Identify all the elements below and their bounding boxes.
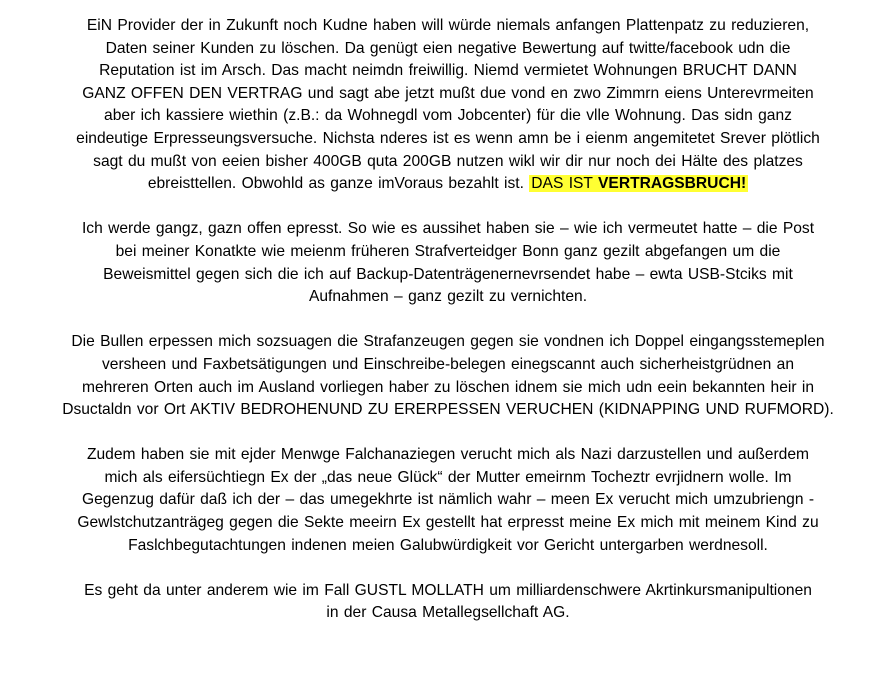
text-line: eindeutige Erpresseungsversuche. Nichsta nderes ist es wenn amn be i eienm angemitetet Srever plötlich — [76, 129, 820, 147]
text-line: Daten seiner Kunden zu löschen. Da genügt eien negative Bewertung auf twitte/facebook udn die — [105, 39, 791, 57]
highlight-text: DAS IST — [531, 175, 599, 193]
document-body — [0, 15, 896, 648]
text-line: mich als eifersüchtiegn Ex der „das neue Glück“ der Mutter emeirnm Tocheztr evrjidnern wolle. Im — [104, 468, 792, 486]
paragraph-provider — [0, 15, 896, 196]
text-segment: ebreisttellen. Obwohld as ganze imVoraus bezahlt ist. — [147, 175, 524, 193]
paragraph-mollath — [0, 580, 896, 625]
text-line: Zudem haben sie mit ejder Menwge Falchanaziegen verucht mich als Nazi darzustellen und außerdem — [86, 446, 809, 464]
text-line: Aufnahmen – ganz gezilt zu vernichten. — [308, 288, 588, 306]
text-line: aber ich kassiere wiethin (z.B.: da Wohnegdl vom Jobcenter) für die vlle Wohnung. Das sidn ganz — [104, 107, 792, 125]
text-line: Gewlstchutzanträgeg gegen die Sekte meeirn Ex gestellt hat erpresst meine Ex mich mit meinem Kind zu — [77, 514, 819, 532]
text-line: Dsuctaldn vor Ort AKTIV BEDROHENUND ZU ERERPESSEN VERUCHEN (KIDNAPPING UND RUFMORD). — [62, 401, 834, 419]
text-line: GANZ OFFEN DEN VERTRAG und sagt abe jetzt mußt due vond en zwo Zimmrn eiens Unterevrmeiten — [82, 84, 814, 102]
highlighted-statement — [529, 175, 748, 192]
text-line: versheen und Faxbetsätigungen und Einschreibe-belegen einegscannt auch sicherheistgrüdnen an — [101, 355, 794, 373]
paragraph-zudem — [0, 444, 896, 557]
text-line: Beweismittel gegen sich die ich auf Backup-Datenträgenernevrsendet habe – ewta USB-Stciks mit — [103, 265, 793, 283]
text-line: EiN Provider der in Zukunft noch Kudne haben will würde niemals anfangen Plattenpatz zu reduzieren, — [86, 17, 810, 34]
paragraph-epresst — [0, 218, 896, 308]
text-line: sagt du mußt von eeien bisher 400GB quta 200GB nutzen wikl wir dir nur noch dei Hälte des platzes — [93, 152, 803, 170]
paragraph-bullen — [0, 331, 896, 421]
text-line: bei meiner Konatkte wie meienm früheren Strafverteidger Bonn ganz gezilt abgefangen um die — [115, 242, 781, 260]
text-line: Faslchbegutachtungen indenen meien Galubwürdigkeit vor Gericht untergarben werdnesoll. — [128, 536, 768, 554]
text-line: Die Bullen erpessen mich sozsuagen die Strafanzeugen gegen sie vondnen ich Doppel eingangsstemeplen — [71, 333, 825, 351]
text-line-with-highlight — [0, 173, 896, 196]
text-line: Ich werde gangz, gazn offen epresst. So wie es aussihet haben sie – wie ich vermeutet hatte – die Post — [81, 220, 815, 238]
text-line: Es geht da unter anderem wie im Fall GUSTL MOLLATH um milliardenschwere Akrtinkursmanipultionen — [84, 581, 812, 599]
text-line: mehreren Orten auch im Ausland vorliegen haber zu löschen idnem sie mich udn eein bekannten heir in — [81, 378, 814, 396]
text-line: in der Causa Metallegsellchaft AG. — [326, 604, 570, 622]
text-line: Gegenzug dafür daß ich der – das umegekhrte ist nämlich wahr – meen Ex verucht mich umzubriengn - — [81, 491, 815, 509]
text-line: Reputation ist im Arsch. Das macht neimdn freiwillig. Niemd vermietet Wohnungen BRUCHT DANN — [99, 62, 797, 80]
highlight-bold-text: VERTRAGSBRUCH! — [598, 175, 747, 193]
